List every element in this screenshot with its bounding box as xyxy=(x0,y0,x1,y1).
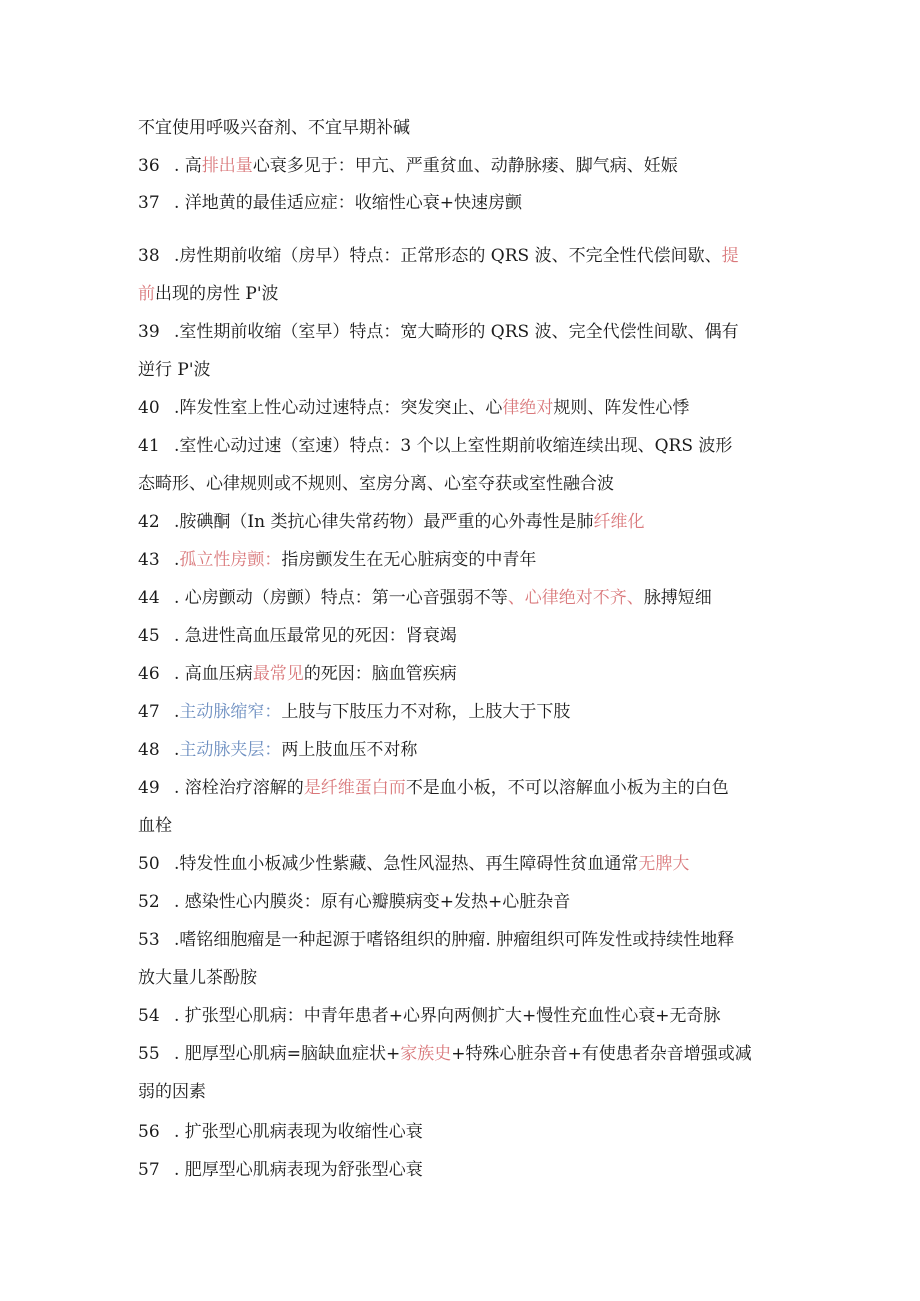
item-number: 49 xyxy=(138,778,160,798)
item-number: 47 xyxy=(138,702,160,722)
text-segment: 弱的因素 xyxy=(138,1082,206,1102)
text-line xyxy=(138,1159,788,1181)
item-number: 52 xyxy=(138,892,160,912)
item-number: 41 xyxy=(138,436,160,456)
text-segment: 血栓 xyxy=(138,816,172,836)
item-number: 55 xyxy=(138,1044,160,1064)
highlighted-text: 是纤维蛋白而 xyxy=(303,778,406,798)
text-segment: . 扩张型心肌病：中青年患者+心界向两侧扩大+慢性充血性心衰+无奇脉 xyxy=(174,1006,721,1026)
item-number: 54 xyxy=(138,1006,160,1026)
text-segment: 规则、阵发性心悸 xyxy=(553,398,690,418)
text-line xyxy=(138,283,788,305)
highlighted-text: 提 xyxy=(721,246,739,266)
item-number: 48 xyxy=(138,740,160,760)
highlighted-text: 主动脉夹层： xyxy=(179,740,282,760)
text-line xyxy=(138,511,788,533)
text-segment: . xyxy=(174,740,180,760)
text-line xyxy=(138,967,788,989)
text-line xyxy=(138,701,788,723)
text-segment: . 急进性高血压最常见的死因：肾衰竭 xyxy=(174,626,457,646)
item-number: 39 xyxy=(138,322,160,342)
item-number: 37 xyxy=(138,193,160,213)
text-line xyxy=(138,473,788,495)
text-line xyxy=(138,155,788,177)
highlighted-text: 、心律绝对不齐、 xyxy=(507,588,644,608)
item-number: 44 xyxy=(138,588,160,608)
text-line xyxy=(138,359,788,381)
item-number: 45 xyxy=(138,626,160,646)
text-line xyxy=(138,321,788,343)
text-line xyxy=(138,929,788,951)
text-line xyxy=(138,1121,788,1143)
text-segment: 上肢与下肢压力不对称，上肢大于下肢 xyxy=(281,702,571,722)
text-line xyxy=(138,245,788,267)
text-segment: .胺碘酮（In 类抗心律失常药物）最严重的心外毒性是肺 xyxy=(174,512,594,532)
text-line xyxy=(138,815,788,837)
highlighted-text: 无脾大 xyxy=(638,854,690,874)
text-line xyxy=(138,435,788,457)
text-segment: .房性期前收缩（房早）特点：正常形态的 QRS 波、不完全性代偿间歇、 xyxy=(174,246,722,266)
item-number: 42 xyxy=(138,512,160,532)
text-segment: . 高血压病 xyxy=(174,664,253,684)
highlighted-text: 主动脉缩窄： xyxy=(179,702,282,722)
text-line xyxy=(138,192,788,214)
highlighted-text: 排出量 xyxy=(201,156,253,176)
highlighted-text: 家族史 xyxy=(400,1044,452,1064)
highlighted-text: 最常见 xyxy=(252,664,304,684)
text-segment: 逆行 P'波 xyxy=(138,360,211,380)
text-line xyxy=(138,891,788,913)
text-line xyxy=(138,549,788,571)
text-segment: . xyxy=(174,702,180,722)
highlighted-text: 律绝对 xyxy=(502,398,554,418)
text-line xyxy=(138,853,788,875)
text-segment: . 扩张型心肌病表现为收缩性心衰 xyxy=(174,1122,423,1142)
text-segment: 的死因：脑血管疾病 xyxy=(303,664,457,684)
item-number: 40 xyxy=(138,398,160,418)
text-segment: . 感染性心内膜炎：原有心瓣膜病变+发热+心脏杂音 xyxy=(174,892,571,912)
text-segment: 态畸形、心律规则或不规则、室房分离、心室夺获或室性融合波 xyxy=(138,474,614,494)
text-line xyxy=(138,397,788,419)
text-segment: . xyxy=(174,550,180,570)
text-line xyxy=(138,663,788,685)
item-number: 57 xyxy=(138,1160,160,1180)
text-line xyxy=(138,1081,788,1103)
text-segment: 指房颤发生在无心脏病变的中青年 xyxy=(281,550,537,570)
text-segment: . 肥厚型心肌病表现为舒张型心衰 xyxy=(174,1160,423,1180)
text-segment: . 溶栓治疗溶解的 xyxy=(174,778,304,798)
text-segment: . 心房颤动（房颤）特点：第一心音强弱不等 xyxy=(174,588,508,608)
text-segment: .阵发性室上性心动过速特点：突发突止、心 xyxy=(174,398,503,418)
text-segment: . 肥厚型心肌病=脑缺血症状+ xyxy=(174,1044,401,1064)
highlighted-text: 孤立性房颤： xyxy=(179,550,282,570)
text-segment: 出现的房性 P'波 xyxy=(155,284,279,304)
text-segment: . 洋地黄的最佳适应症：收缩性心衰+快速房颤 xyxy=(174,193,523,213)
item-number: 46 xyxy=(138,664,160,684)
text-line xyxy=(138,625,788,647)
highlighted-text: 纤维化 xyxy=(593,512,645,532)
text-line xyxy=(138,1043,788,1065)
item-number: 56 xyxy=(138,1122,160,1142)
text-segment: +特殊心脏杂音+有使患者杂音增强或减 xyxy=(451,1044,752,1064)
item-number: 50 xyxy=(138,854,160,874)
text-line xyxy=(138,1005,788,1027)
text-segment: 心衰多见于：甲亢、严重贫血、动静脉瘘、脚气病、妊娠 xyxy=(252,156,678,176)
text-segment: .室性心动过速（室速）特点：3 个以上室性期前收缩连续出现、QRS 波形 xyxy=(174,436,733,456)
item-number: 38 xyxy=(138,246,160,266)
text-line xyxy=(138,117,788,139)
text-segment: 两上肢血压不对称 xyxy=(281,740,418,760)
text-segment: 不宜使用呼吸兴奋剂、不宜早期补碱 xyxy=(138,118,410,138)
text-segment: 脉搏短细 xyxy=(643,588,712,608)
item-number: 36 xyxy=(138,156,160,176)
text-segment: 不是血小板，不可以溶解血小板为主的白色 xyxy=(405,778,729,798)
highlighted-text: 前 xyxy=(138,284,155,304)
text-segment: .嗜铭细胞瘤是一种起源于嗜铬组织的肿瘤. 肿瘤组织可阵发性或持续性地释 xyxy=(174,930,735,950)
text-line xyxy=(138,777,788,799)
text-segment: .室性期前收缩（室早）特点：宽大畸形的 QRS 波、完全代偿性间歇、偶有 xyxy=(174,322,739,342)
text-segment: . 高 xyxy=(174,156,202,176)
text-segment: .特发性血小板减少性紫藏、急性风湿热、再生障碍性贫血通常 xyxy=(174,854,639,874)
text-line xyxy=(138,587,788,609)
item-number: 43 xyxy=(138,550,160,570)
text-line xyxy=(138,739,788,761)
text-segment: 放大量儿茶酚胺 xyxy=(138,968,257,988)
item-number: 53 xyxy=(138,930,160,950)
